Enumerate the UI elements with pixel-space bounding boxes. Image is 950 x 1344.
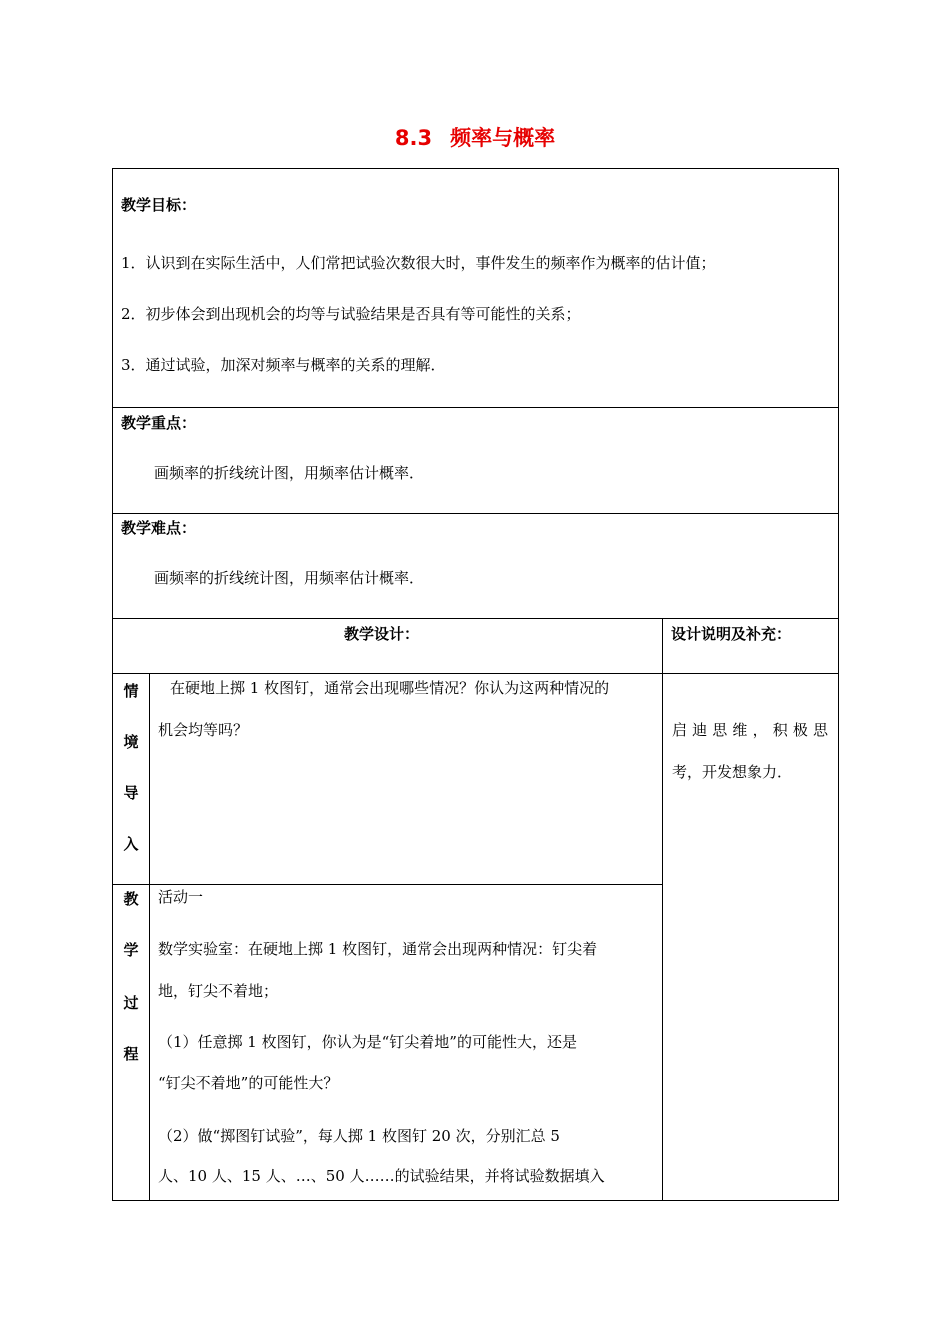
design-header-left: 教学设计： (344, 625, 420, 643)
process-line: 人、10 人、15 人、…、50 人……的试验结果，并将试验数据填入 (158, 1167, 605, 1185)
process-line: 数学实验室：在硬地上掷 1 枚图钉，通常会出现两种情况：钉尖着 (158, 940, 598, 958)
situation-label-char: 导 (123, 784, 139, 802)
table-divider-keypoints (112, 513, 839, 514)
column-divider-notes (662, 618, 663, 1201)
difficulties-text: 画频率的折线统计图，用频率估计概率． (154, 569, 425, 587)
process-label-char: 教 (123, 890, 139, 908)
section-number: 8.3 (394, 126, 433, 150)
process-line: “钉尖不着地”的可能性大？ (158, 1074, 339, 1092)
design-header-right: 设计说明及补充： (671, 625, 792, 643)
table-divider-design-header (112, 673, 839, 674)
design-note-line: 考，开发想象力． (672, 763, 793, 781)
table-divider-process (112, 884, 663, 885)
situation-label-char: 境 (123, 733, 139, 751)
process-line: （2）做“掷图钉试验”，每人掷 1 枚图钉 20 次，分别汇总 5 (158, 1127, 560, 1145)
objective-item: 2．初步体会到出现机会的均等与试验结果是否具有等可能性的关系； (121, 305, 581, 323)
column-divider-labels (149, 673, 150, 1201)
activity-title: 活动一 (158, 888, 204, 906)
difficulties-heading: 教学难点： (121, 519, 197, 537)
objectives-heading: 教学目标： (121, 196, 197, 214)
situation-label-char: 情 (123, 682, 139, 700)
table-border-right (838, 168, 839, 1201)
process-line: （1）任意掷 1 枚图钉，你认为是“钉尖着地”的可能性大，还是 (158, 1033, 577, 1051)
process-line: 地，钉尖不着地； (158, 982, 279, 1000)
process-label-char: 程 (123, 1045, 139, 1063)
table-divider-difficulties (112, 618, 839, 619)
section-title: 频率与概率 (450, 126, 556, 150)
design-note-line: 启迪思维，积极思 (672, 721, 829, 739)
situation-line: 在硬地上掷 1 枚图钉，通常会出现哪些情况？你认为这两种情况的 (170, 679, 610, 697)
key-points-text: 画频率的折线统计图，用频率估计概率． (154, 464, 425, 482)
table-border-top (112, 168, 839, 169)
situation-line: 机会均等吗？ (158, 721, 249, 739)
table-border-bottom (112, 1200, 839, 1201)
table-divider-objectives (112, 407, 839, 408)
situation-label-char: 入 (123, 835, 139, 853)
key-points-heading: 教学重点： (121, 414, 197, 432)
process-label-char: 学 (123, 941, 139, 959)
objective-item: 3．通过试验，加深对频率与概率的关系的理解． (121, 356, 446, 374)
process-label-char: 过 (123, 994, 139, 1012)
objective-item: 1．认识到在实际生活中，人们常把试验次数很大时，事件发生的频率作为概率的估计值； (121, 254, 716, 272)
page-title (0, 122, 950, 152)
